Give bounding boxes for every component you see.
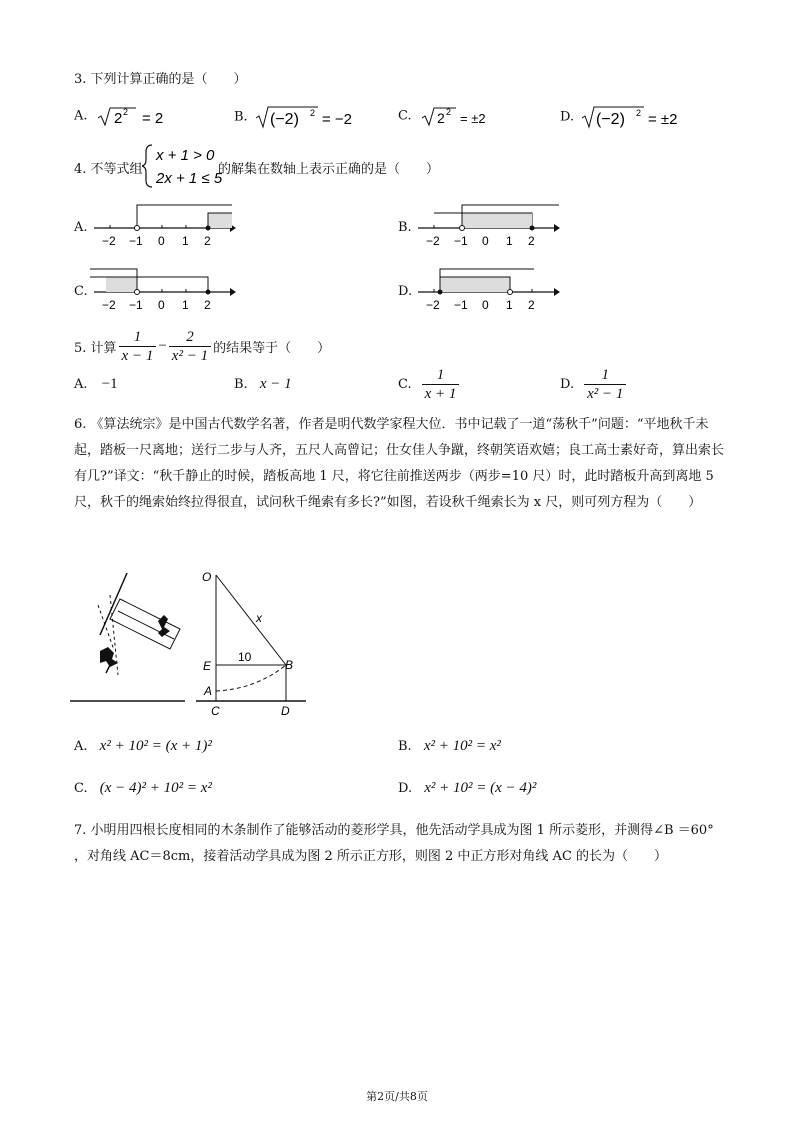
q3-option-d xyxy=(560,104,708,130)
tick: −1 xyxy=(129,298,143,312)
q5-c-fraction xyxy=(422,366,460,403)
numerator: 1 xyxy=(601,367,609,383)
svg-text:2: 2 xyxy=(113,110,123,127)
tick: 0 xyxy=(158,298,165,312)
swing-illustration xyxy=(70,565,190,710)
tick: 0 xyxy=(158,234,165,248)
q4-option-d-numberline xyxy=(414,264,574,314)
svg-text:(−2): (−2) xyxy=(269,111,299,128)
q3-option-c xyxy=(398,104,526,128)
tick: 0 xyxy=(482,234,489,248)
q4-line1: x + 1 > 0 xyxy=(156,147,215,164)
tick: 2 xyxy=(528,298,535,312)
tick: −1 xyxy=(454,234,468,248)
q7-text: 7. 小明用四根长度相同的木条制作了能够活动的菱形学具，他先活动学具成为图 1 所示菱形，并测得∠B ＝60° ，对角线 AC＝8cm，接着活动学具成为图 2 所示正方形，则图 2 中正方形对角线 AC 的长为（ ） xyxy=(74,823,714,864)
tick: 1 xyxy=(506,234,513,248)
option-label: A. xyxy=(74,739,88,754)
tick: −2 xyxy=(102,298,116,312)
q4-prefix: 4. 不等式组 xyxy=(74,162,143,177)
q3-b-rhs: = −2 xyxy=(321,111,352,128)
q6-option-a xyxy=(74,738,212,755)
svg-text:2: 2 xyxy=(445,107,451,117)
option-value: −1 xyxy=(101,376,118,392)
denominator: x² − 1 xyxy=(169,346,211,365)
tick: −1 xyxy=(129,234,143,248)
option-value: x − 1 xyxy=(259,376,292,392)
q4-option-c-label: C. xyxy=(74,284,88,299)
q4-option-d-label: D. xyxy=(398,284,413,299)
q5-option-d xyxy=(560,366,628,403)
svg-text:(−2): (−2) xyxy=(596,111,626,128)
tick: 2 xyxy=(204,298,211,312)
q4-suffix: 的解集在数轴上表示正确的是（ ） xyxy=(218,162,440,177)
option-label: A. xyxy=(74,377,88,392)
tick: 1 xyxy=(182,298,189,312)
tick: 2 xyxy=(528,234,535,248)
option-label: C. xyxy=(398,377,412,392)
q4-option-b-numberline xyxy=(414,200,574,250)
tick: 1 xyxy=(182,234,189,248)
q5-suffix: 的结果等于（ ） xyxy=(213,341,331,356)
q6-text: 6. 《算法统宗》是中国古代数学名著，作者是明代数学家程大位．书中记载了一道“荡秋千”问题：“平地秋千未起，踏板一尺离地；送行二步与人齐，五尺人高曾记；仕女佳人争蹴，终朝笑语欢嬉；良工高士素好奇，算出索长有几?”译文：“秋千静止的时候，踏板高地 1 尺，将它往前推送两步（两步=10 尺）时，此时踏板升高到离地 5 尺，秋千的绳索始终拉得很直，试问秋千绳索有多长?”如图，若设秋千绳索长为 x 尺，则可列方程为（ ） xyxy=(74,417,725,510)
q3-option-a xyxy=(74,104,222,128)
tick: 2 xyxy=(204,234,211,248)
option-label: C. xyxy=(74,781,88,796)
option-equation: x² + 10² = (x + 1)² xyxy=(99,738,212,754)
q3-c-rhs: = ±2 xyxy=(459,111,486,126)
tick: 1 xyxy=(506,298,513,312)
q3-stem: 3. 下列计算正确的是（ ） xyxy=(74,72,247,87)
tick: −2 xyxy=(426,298,440,312)
option-equation: (x − 4)² + 10² = x² xyxy=(99,780,212,796)
label-x: x xyxy=(256,611,262,625)
q3-d-rhs: = ±2 xyxy=(648,111,678,128)
q4-line2: 2x + 1 ≤ 5 xyxy=(156,170,222,187)
q3-b-expression xyxy=(252,104,382,130)
numerator: 2 xyxy=(186,329,194,345)
q5-d-fraction xyxy=(584,366,626,403)
option-equation: x² + 10² = (x − 4)² xyxy=(424,780,537,796)
q3-c-expression xyxy=(416,104,526,128)
q5-minus: − xyxy=(158,338,167,354)
option-label: D. xyxy=(560,109,575,125)
q3-a-expression xyxy=(92,104,222,128)
q5-option-b xyxy=(234,376,292,393)
page-footer: 第2页/共8页 xyxy=(366,1090,428,1103)
q4-option-c-numberline xyxy=(90,264,240,314)
numerator: 1 xyxy=(436,367,445,383)
label-10: 10 xyxy=(238,650,252,664)
svg-text:2: 2 xyxy=(436,110,445,126)
q3-option-b xyxy=(234,104,382,130)
q5-fraction-2 xyxy=(169,328,211,365)
numerator: 1 xyxy=(133,329,142,345)
denominator: x² − 1 xyxy=(584,384,626,403)
label-b: B xyxy=(285,658,294,672)
q5-option-a xyxy=(74,376,118,393)
label-e: E xyxy=(203,659,212,673)
q3-a-rhs: = 2 xyxy=(141,110,163,127)
option-label: A. xyxy=(74,108,88,124)
option-label: B. xyxy=(234,109,248,125)
q6-option-d xyxy=(398,780,536,797)
swing-geometry-figure xyxy=(196,565,316,720)
option-label: D. xyxy=(560,377,575,392)
svg-text:2: 2 xyxy=(122,107,128,117)
denominator: x − 1 xyxy=(119,346,157,365)
q4-option-a-numberline xyxy=(90,200,240,250)
q6-option-b xyxy=(398,738,501,755)
option-label: B. xyxy=(398,739,412,754)
label-d: D xyxy=(281,704,290,718)
tick: −2 xyxy=(426,234,440,248)
svg-text:2: 2 xyxy=(309,108,315,118)
option-label: D. xyxy=(398,781,413,796)
q4-option-a-label: A. xyxy=(74,220,88,235)
q6-option-c xyxy=(74,780,212,797)
q5-option-c xyxy=(398,366,461,403)
option-equation: x² + 10² = x² xyxy=(423,738,501,754)
option-label: B. xyxy=(234,377,248,392)
tick: −1 xyxy=(454,298,468,312)
q5-fraction-1 xyxy=(119,328,157,365)
option-label: C. xyxy=(398,108,412,124)
label-c: C xyxy=(211,704,220,718)
svg-text:2: 2 xyxy=(636,108,642,118)
tick: 0 xyxy=(482,298,489,312)
label-o: O xyxy=(202,570,212,584)
q4-option-b-label: B. xyxy=(398,220,412,235)
q3-d-expression xyxy=(578,104,708,130)
denominator: x + 1 xyxy=(422,384,460,403)
label-a: A xyxy=(204,684,213,698)
q5-prefix: 5. 计算 xyxy=(74,341,117,356)
q4-system-brace xyxy=(142,142,222,190)
q5-stem xyxy=(74,328,330,365)
tick: −2 xyxy=(102,234,116,248)
